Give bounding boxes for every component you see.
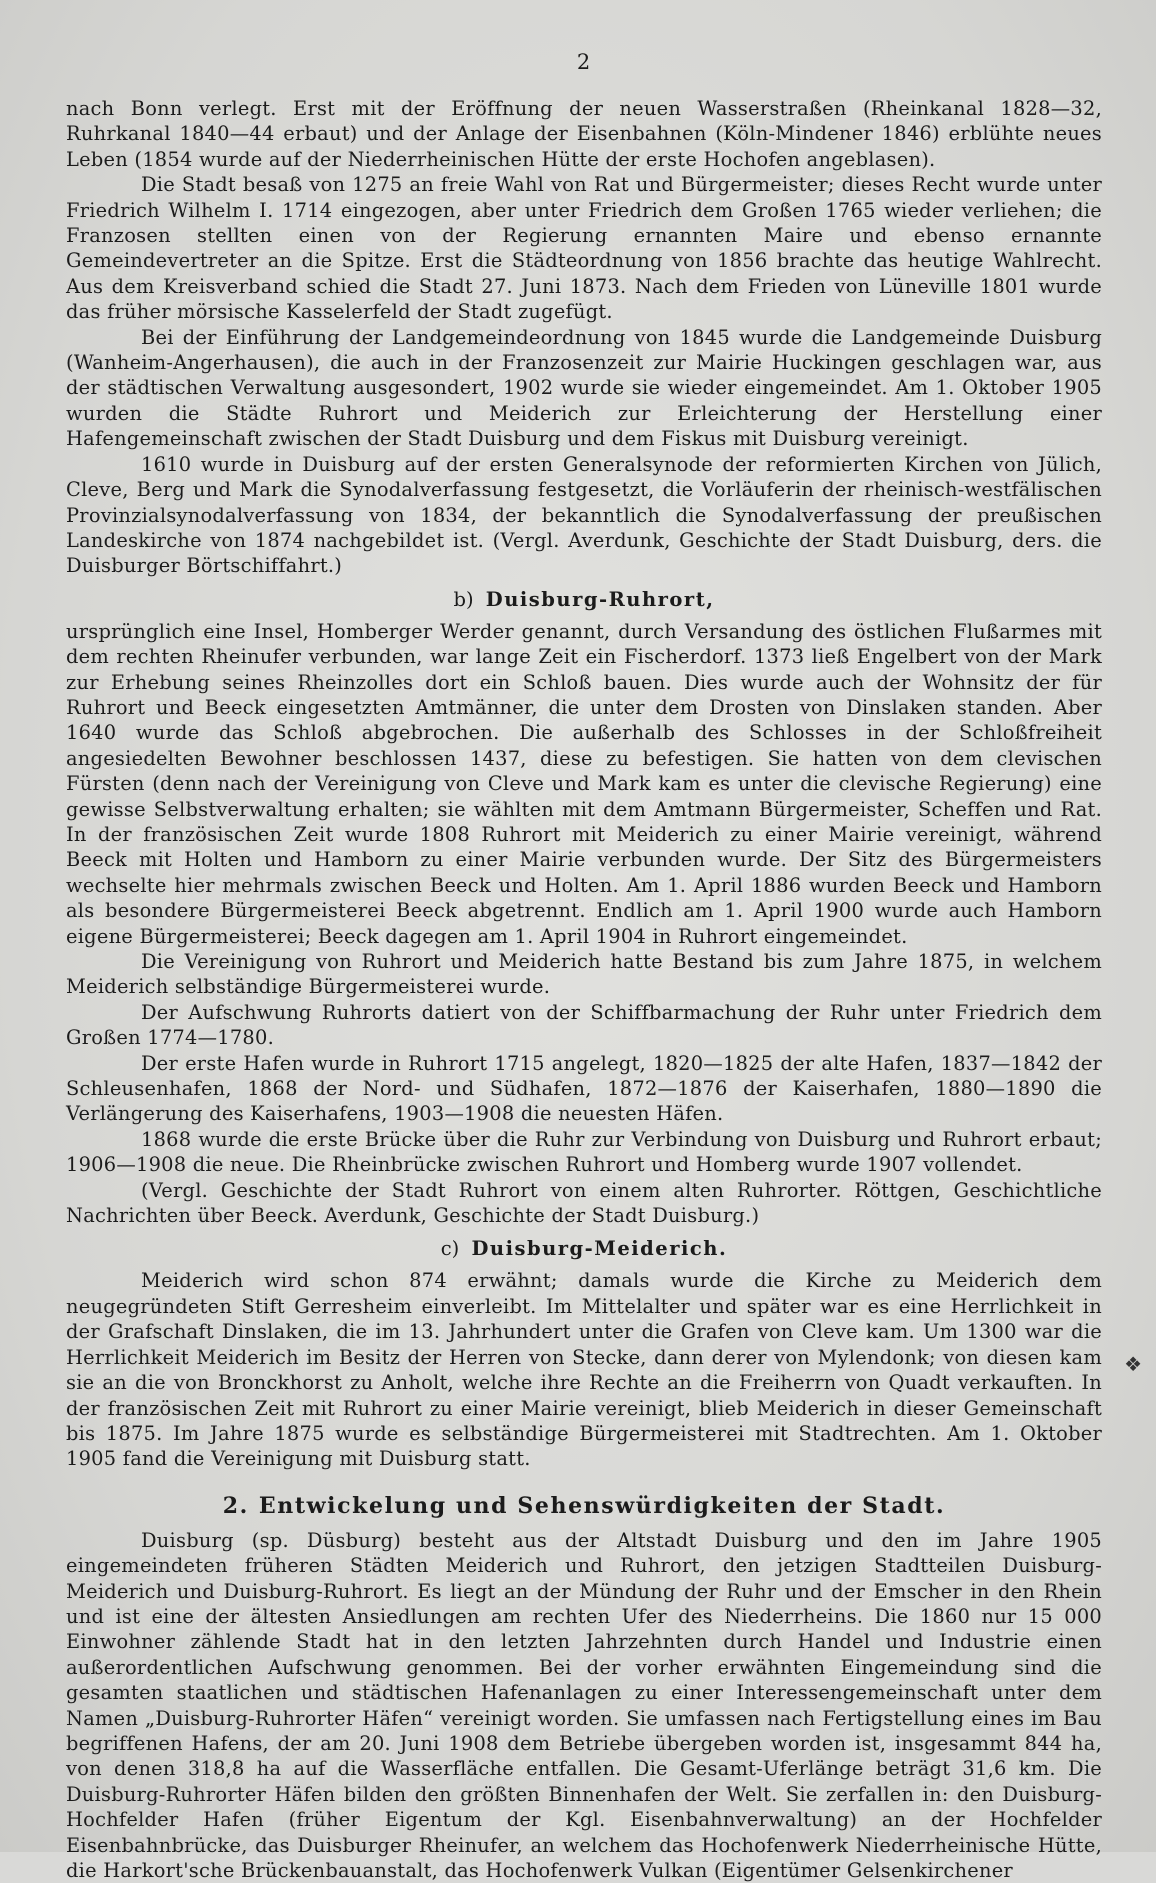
paragraph: Bei der Einführung der Landgemeindeordnung von 1845 wurde die Landgemeinde Duisburg (Wanheim-Angerhausen), die auch in der Franzosenzeit zur Mairie Huckingen geschlagen war, aus der städtischen Verwaltung ausgesondert, 1902 wurde sie wieder eingemeindet. Am 1. Oktober 1905 wurden die Städte Ruhrort und Meiderich zur Erleichterung der Herstellung einer Hafengemeinschaft zwischen der Stadt Duisburg und dem Fiskus mit Duisburg vereinigt. xyxy=(66,325,1102,451)
section-number: 2. xyxy=(222,1492,249,1519)
subheading-title: Duisburg-Ruhrort, xyxy=(485,587,715,611)
paragraph: 1610 wurde in Duisburg auf der ersten Generalsynode der reformierten Kirchen von Jülich, Cleve, Berg und Mark die Synodalverfassung festgesetzt, die Vorläuferin der rheinisch-westfälischen Provinzialsynodalverfassung von 1834, der bekanntlich die Synodalverfassung der preußischen Landeskirche von 1874 nachgebildet ist. (Vergl. Averdunk, Geschichte der Stadt Duisburg, ders. die Duisburger Börtschiffahrt.) xyxy=(66,452,1102,578)
subheading-marker: c) xyxy=(440,1237,460,1261)
subheading-duisburg-meiderich xyxy=(66,1236,1102,1262)
section-heading xyxy=(66,1492,1102,1520)
paragraph: Die Stadt besaß von 1275 an freie Wahl von Rat und Bürgermeister; dieses Recht wurde unter Friedrich Wilhelm I. 1714 eingezogen, aber unter Friedrich dem Großen 1765 wieder verliehen; die Franzosen stellten einen von der Regierung ernannten Maire und ebenso ernannte Gemeindevertreter an die Spitze. Erst die Städteordnung von 1856 brachte das heutige Wahlrecht. Aus dem Kreisverband schied die Stadt 27. Juni 1873. Nach dem Frieden von Lüneville 1801 wurde das früher mörsische Kasselerfeld der Stadt zugefügt. xyxy=(66,173,1102,324)
subheading-title: Duisburg-Meiderich. xyxy=(471,1237,728,1261)
paragraph: ursprünglich eine Insel, Homberger Werder genannt, durch Versandung des östlichen Flußarmes mit dem rechten Rheinufer verbunden, war lange Zeit ein Fischerdorf. 1373 ließ Engelbert von der Mark zur Erhebung seines Rheinzolles dort ein Schloß bauen. Dies wurde auch der Wohnsitz der für Ruhrort und Beeck eingesetzten Amtmänner, die unter dem Drosten von Dinslaken standen. Aber 1640 wurde das Schloß abgebrochen. Die außerhalb des Schlosses in der Schloßfreiheit angesiedelten Bewohner beschlossen 1437, diese zu befestigen. Sie hatten von dem clevischen Fürsten (denn nach der Vereinigung von Cleve und Mark kam es unter die clevische Regierung) eine gewisse Selbstverwaltung erhalten; sie wählten mit dem Amtmann Bürgermeister, Scheffen und Rat. In der französischen Zeit wurde 1808 Ruhrort mit Meiderich zu einer Mairie vereinigt, während Beeck mit Holten und Hamborn zu einer Mairie verbunden wurde. Der Sitz des Bürgermeisters wechselte hier mehrmals zwischen Beeck und Holten. Am 1. April 1886 wurden Beeck und Hamborn als besondere Bürgermeisterei Beeck abgetrennt. Endlich am 1. April 1900 wurde auch Hamborn eigene Bürgermeisterei; Beeck dagegen am 1. April 1904 in Ruhrort eingemeindet. xyxy=(66,619,1102,948)
section-title: Entwickelung und Sehenswürdigkeiten der Stadt. xyxy=(258,1492,946,1519)
paragraph: 1868 wurde die erste Brücke über die Ruhr zur Verbindung von Duisburg und Ruhrort erbaut; 1906—1908 die neue. Die Rheinbrücke zwischen Ruhrort und Homberg wurde 1907 vollendet. xyxy=(66,1127,1102,1177)
subheading-marker: b) xyxy=(453,587,474,611)
paragraph: nach Bonn verlegt. Erst mit der Eröffnung der neuen Wasserstraßen (Rheinkanal 1828—32, Ruhrkanal 1840—44 erbaut) und der Anlage der Eisenbahnen (Köln-Mindener 1846) erblühte neues Leben (1854 wurde auf der Niederrheinischen Hütte der erste Hochofen angeblasen). xyxy=(66,97,1102,171)
paragraph: Meiderich wird schon 874 erwähnt; damals wurde die Kirche zu Meiderich dem neugegründeten Stift Gerresheim einverleibt. Im Mittelalter und später war es eine Herrlichkeit in der Grafschaft Dinslaken, die im 13. Jahrhundert unter die Grafen von Cleve kam. Um 1300 war die Herrlichkeit Meiderich im Besitz der Herren von Stecke, dann derer von Mylendonk; von diesen kam sie an die von Bronckhorst zu Anholt, welche ihre Rechte an die Freiherrn von Quadt verkauften. In der französischen Zeit mit Ruhrort zu einer Mairie vereinigt, blieb Meiderich in dieser Gemeinschaft bis 1875. Im Jahre 1875 wurde es selbständige Bürgermeisterei mit Stadtrechten. Am 1. Oktober 1905 fand die Vereinigung mit Duisburg statt. xyxy=(66,1269,1102,1471)
paragraph: Die Vereinigung von Ruhrort und Meiderich hatte Bestand bis zum Jahre 1875, in welchem Meiderich selbständige Bürgermeisterei wurde. xyxy=(66,950,1102,999)
paragraph: (Vergl. Geschichte der Stadt Ruhrort von einem alten Ruhrorter. Röttgen, Geschichtliche Nachrichten über Beeck. Averdunk, Geschichte der Stadt Duisburg.) xyxy=(66,1178,1102,1228)
paragraph: Der erste Hafen wurde in Ruhrort 1715 angelegt, 1820—1825 der alte Hafen, 1837—1842 der Schleusenhafen, 1868 der Nord- und Südhafen, 1872—1876 der Kaiserhafen, 1880—1890 die Verlängerung des Kaiserhafens, 1903—1908 die neuesten Häfen. xyxy=(66,1051,1102,1126)
paragraph: Duisburg (sp. Düsburg) besteht aus der Altstadt Duisburg und den im Jahre 1905 eingemeindeten früheren Städten Meiderich und Ruhrort, den jetzigen Stadtteilen Duisburg-Meiderich und Duisburg-Ruhrort. Es liegt an der Mündung der Ruhr und der Emscher in den Rhein und ist eine der ältesten Ansiedlungen am rechten Ufer des Niederrheins. Die 1860 nur 15 000 Einwohner zählende Stadt hat in den letzten Jahrzehnten durch Handel und Industrie einen außerordentlichen Aufschwung genommen. Bei der vorher erwähnten Eingemeindung sind die gesamten staatlichen und städtischen Hafenanlagen zu einer Interessengemeinschaft unter dem Namen „Duisburg-Ruhrorter Häfen“ vereinigt worden. Sie umfassen nach Fertigstellung eines im Bau begriffenen Hafens, der am 20. Juni 1908 dem Betriebe übergeben worden ist, insgesammt 844 ha, von denen 318,8 ha auf die Wasserfläche entfallen. Die Gesamt-Uferlänge beträgt 31,6 km. Die Duisburg-Ruhrorter Häfen bilden den größten Binnenhafen der Welt. Sie zerfallen in: den Duisburg-Hochfelder Hafen (früher Eigentum der Kgl. Eisenbahnverwaltung) an der Hochfelder Eisenbahnbrücke, das Duisburger Rheinufer, an welchem das Hochofenwerk Niederrheinische Hütte, die Harkort'sche Brückenbauanstalt, das Hochofenwerk Vulkan (Eigentümer Gelsenkirchener xyxy=(66,1528,1102,1882)
subheading-duisburg-ruhrort xyxy=(66,587,1102,613)
page-number: 2 xyxy=(576,50,592,74)
margin-mark-icon: ❖ xyxy=(1124,1352,1142,1376)
paragraph: Der Aufschwung Ruhrorts datiert von der Schiffbarmachung der Ruhr unter Friedrich dem Großen 1774—1780. xyxy=(66,1000,1102,1050)
